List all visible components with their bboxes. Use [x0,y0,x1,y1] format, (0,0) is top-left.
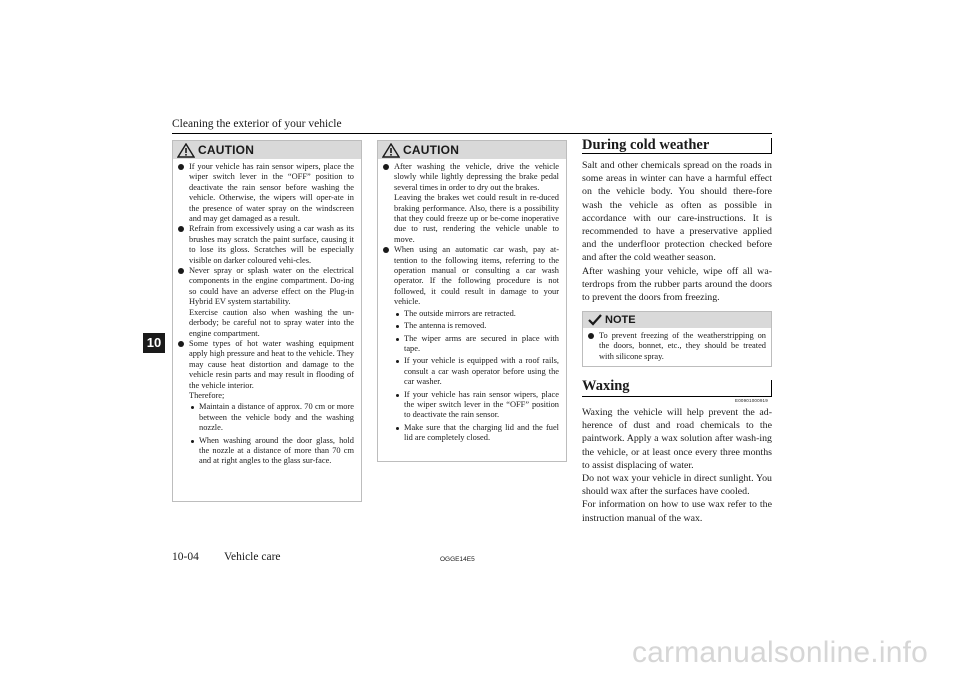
caution-item-text: Refrain from excessively using a car wash as its brushes may scratch the paint surface, causing it to lose its gloss. Scratches will be especially visible on darker coloured vehi-cles. [189,224,354,265]
sub-item [394,423,559,444]
footer-doc-code: OGGE14E5 [440,556,475,563]
sub-item-text: If your vehicle has rain sensor wipers, place the wiper switch lever in the “OFF” position to deactivate the rain sensor. [404,389,559,420]
sub-dot-icon [396,427,399,430]
sub-list [394,309,559,444]
note-check-icon [588,314,602,326]
section-vbar [771,380,772,397]
sub-item [394,356,559,387]
sub-item-text: When washing around the door glass, hold the nozzle at a distance of more than 70 cm and at right angles to the glass sur-face. [199,435,354,466]
caution-item-text: Some types of hot water washing equipment apply high pressure and heat to the vehicle. They may cause heat distortion and damage to the vehicle resin parts and may result in flooding of the vehicle interior. [189,338,354,390]
watermark: carmanualsonline.info [631,636,928,669]
caution-item-text: Exercise caution also when washing the un-derbody; be careful not to spray water into the engine compartment. [189,307,354,338]
caution-box-middle [377,140,567,462]
header-title: Cleaning the exterior of your vehicle [172,118,342,130]
caution-item-text: Therefore; [189,390,225,400]
sub-item-text: The antenna is removed. [404,321,487,331]
footer-section-name: Vehicle care [224,551,281,563]
caution-box-left [172,140,362,502]
sub-dot-icon [191,406,194,409]
sub-item [189,402,354,433]
section-rule [582,153,772,154]
section-title-cold-weather: During cold weather [582,137,710,153]
sub-item [189,436,354,467]
caution-item [178,162,354,224]
bullet-dot-icon [178,341,184,347]
caution-item [178,224,354,266]
footer-page-number: 10-04 [172,551,199,563]
caution-item-text: Never spray or splash water on the electrical components in the engine compartment. Do-ing so could have an adverse effect on the Plug-in Hybrid EV system startability. [189,266,354,307]
note-label: NOTE [605,314,636,326]
bullet-dot-icon [178,226,184,232]
sub-list [189,402,354,466]
caution-item-text: If your vehicle has rain sensor wipers, place the wiper switch lever in the “OFF” position to deactivate the rain sensor before washing the vehicle. Otherwise, the wipers will oper-ate in the presence of water spray on the windscreen and may get damaged as a result. [189,162,354,224]
caution-item [383,162,559,245]
sub-item [394,334,559,355]
waxing-text [582,406,772,525]
caution-header [173,141,361,159]
sub-item-text: The wiper arms are secured in place with tape. [404,333,559,353]
note-box [582,311,772,367]
sub-item-text: Maintain a distance of approx. 70 cm or more between the vehicle body and the washing nozzle. [199,402,354,433]
doc-code: E00901000919 [735,398,768,403]
warning-triangle-icon [177,143,195,158]
sub-dot-icon [396,325,399,328]
sub-dot-icon [191,440,194,443]
sub-item [394,321,559,331]
bullet-dot-icon [178,164,184,170]
sub-dot-icon [396,313,399,316]
caution-item [178,339,354,467]
cold-weather-text [582,159,772,304]
sub-item-text: If your vehicle is equipped with a roof rails, consult a car wash operator before using the car washer. [404,356,559,387]
sub-dot-icon [396,338,399,341]
paragraph: Salt and other chemicals spread on the roads in some areas in winter can have a harmful effect on the vehicle body. You should there-fore wash the vehicle as often as possible in accordance with our care-instructions. It is recommended to have a preservative applied and the underfloor protection checked before and after the cold weather season. [582,160,772,264]
section-rule [582,396,772,397]
bullet-dot-icon [178,268,184,274]
caution-body [173,159,361,473]
caution-item-text: Leaving the brakes wet could result in re-duced braking performance. Also, there is a possibility that they could freeze up or be-come inoperative due to rust, rendering the vehicle unable to move. [394,193,559,244]
warning-triangle-icon [382,143,400,158]
paragraph: For information on how to use wax refer to the instruction manual of the wax. [582,499,772,524]
caution-item [178,266,354,339]
sub-item [394,390,559,421]
note-header [583,312,771,328]
sub-item [394,309,559,319]
sub-dot-icon [396,360,399,363]
caution-body [378,159,566,450]
caution-header [378,141,566,159]
sub-dot-icon [396,394,399,397]
bullet-dot-icon [588,333,594,339]
caution-item-text: When using an automatic car wash, pay at-tention to the following items, referring to the operation manual or consulting a car wash operator. If the following procedure is not followed, it could result in damage to your vehicle. [394,245,559,307]
caution-label: CAUTION [403,143,460,157]
bullet-dot-icon [383,247,389,253]
header-rule [172,133,772,134]
caution-item-text: After washing the vehicle, drive the vehicle slowly while lightly depressing the brake pedal several times in order to dry out the brakes. [394,162,559,192]
sub-item-text: Make sure that the charging lid and the fuel lid are completely closed. [404,422,559,443]
chapter-tab: 10 [143,333,165,353]
note-body [583,328,771,362]
paragraph: Waxing the vehicle will help prevent the ad-herence of dust and road chemicals to the paintwork. Apply a wax solution after wash-ing the vehicle, or at least once every three months to assist displacing of water. [582,407,772,471]
bullet-dot-icon [383,164,389,170]
sub-item-text: The outside mirrors are retracted. [404,308,516,318]
caution-item [383,245,559,443]
paragraph: Do not wax your vehicle in direct sunlight. You should wax after the surfaces have cooled. [582,473,772,498]
caution-label: CAUTION [198,143,255,157]
section-title-waxing: Waxing [582,378,630,394]
note-item-text: To prevent freezing of the weatherstripping on the doors, bonnet, etc., they should be treated with silicone spray. [599,331,766,361]
paragraph: After washing your vehicle, wipe off all wa-terdrops from the rubber parts around the doors to prevent the doors from freezing. [582,265,772,304]
note-item [588,331,766,362]
section-vbar [771,138,772,154]
